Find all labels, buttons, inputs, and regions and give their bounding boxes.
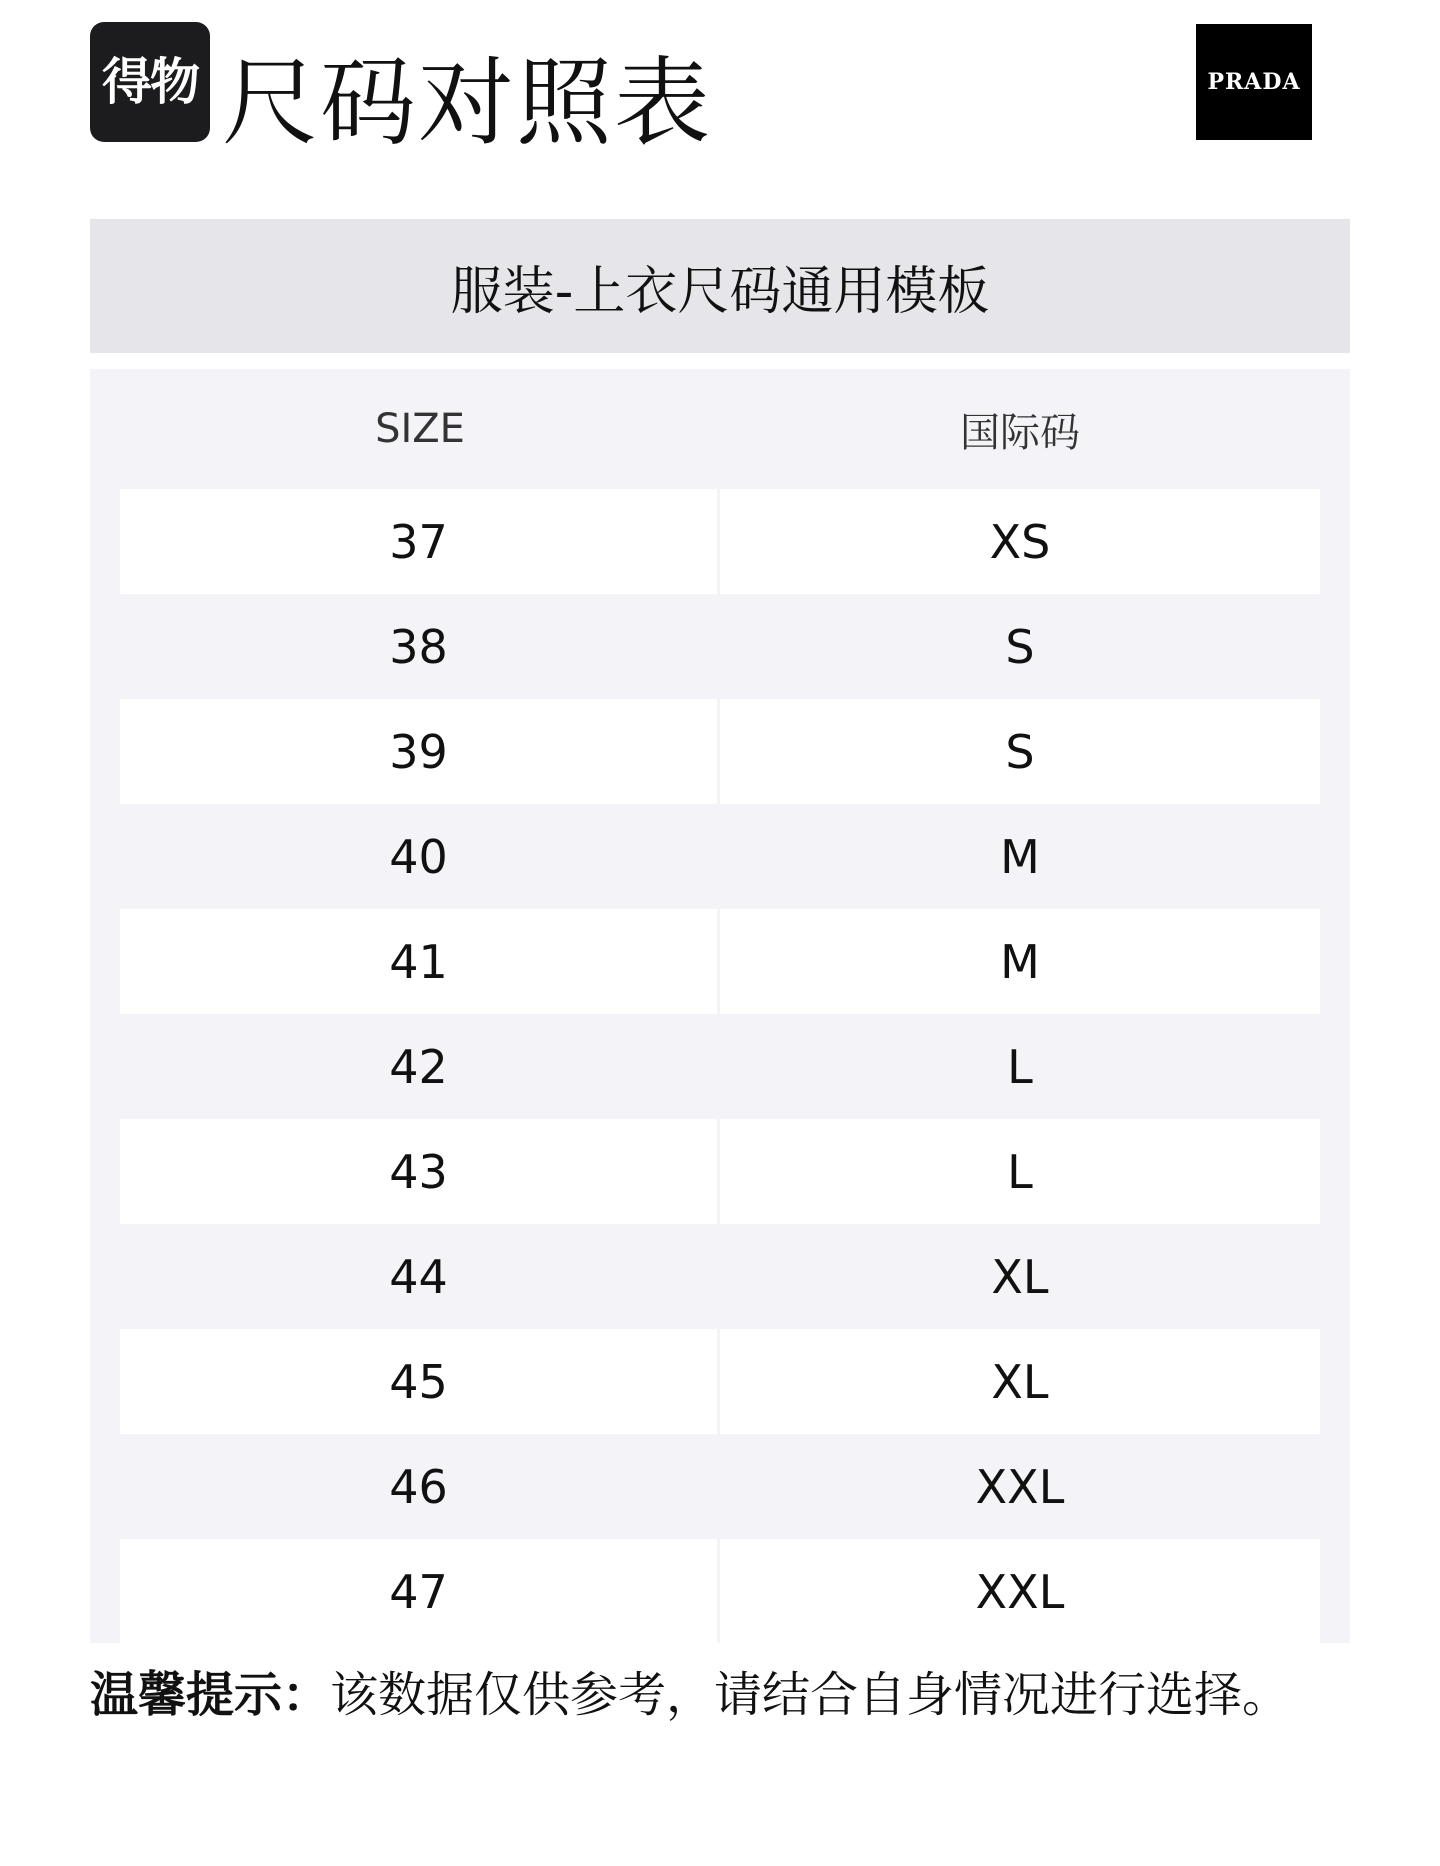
column-header-international: 国际码 [960,409,1080,456]
size-cell: 44 [389,1249,448,1304]
size-cell: 43 [120,1119,717,1224]
dewu-logo-text: 得物 [102,53,198,111]
table-header [90,369,1350,489]
size-cell: 38 [389,619,448,674]
table-row [120,1119,1320,1224]
intl-size-cell: M [720,909,1320,1014]
size-cell: 40 [389,829,448,884]
intl-size-cell: XS [720,489,1320,594]
size-cell: 45 [120,1329,717,1434]
size-table [90,369,1350,1643]
table-row [120,1539,1320,1643]
table-body [120,489,1320,1643]
footer-tip-text: 该数据仅供参考，请结合自身情况进行选择。 [330,1667,1291,1723]
size-cell: 42 [389,1039,448,1094]
intl-size-cell: XL [991,1249,1049,1304]
prada-logo [1196,24,1312,140]
intl-size-cell: XL [720,1329,1320,1434]
template-subtitle-text: 服装-上衣尺码通用模板 [450,261,990,322]
intl-size-cell: XXL [975,1459,1065,1514]
table-row [120,1434,1320,1539]
intl-size-cell: S [1005,619,1035,674]
table-row [120,909,1320,1014]
template-subtitle [90,219,1350,353]
intl-size-cell: S [720,699,1320,804]
intl-size-cell: XXL [720,1539,1320,1643]
table-row [120,1224,1320,1329]
table-row [120,1014,1320,1119]
size-cell: 41 [120,909,717,1014]
intl-size-cell: L [1007,1039,1033,1094]
intl-size-cell: L [720,1119,1320,1224]
footer-tip [90,1660,1290,1730]
table-row [120,489,1320,594]
table-row [120,804,1320,909]
size-cell: 47 [120,1539,717,1643]
table-row [120,594,1320,699]
page-title: 尺码对照表 [222,47,712,159]
size-cell: 39 [120,699,717,804]
size-cell: 37 [120,489,717,594]
footer-tip-label: 温馨提示： [90,1667,331,1723]
table-row [120,699,1320,804]
size-cell: 46 [389,1459,448,1514]
table-row [120,1329,1320,1434]
column-header-size: SIZE [375,406,465,452]
prada-logo-text: PRADA [1207,69,1301,95]
dewu-logo [90,22,210,142]
intl-size-cell: M [1000,829,1040,884]
